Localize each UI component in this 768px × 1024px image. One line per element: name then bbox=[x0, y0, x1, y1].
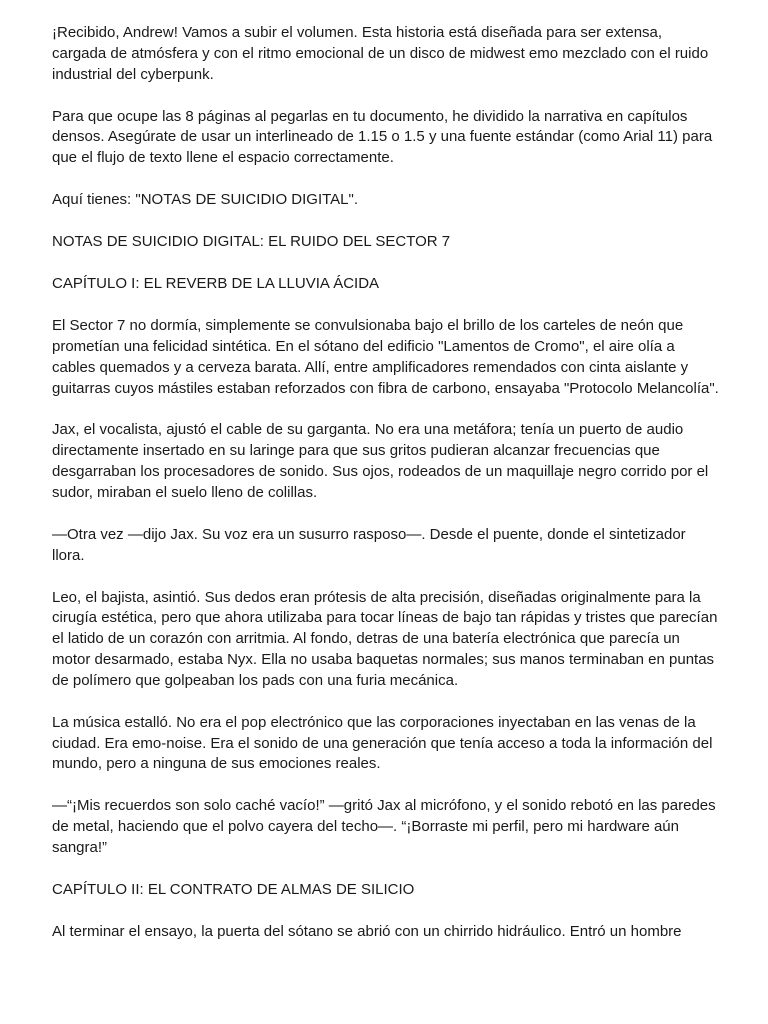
chapter-heading: CAPÍTULO II: EL CONTRATO DE ALMAS DE SILICIO bbox=[52, 880, 415, 898]
chapter-heading: CAPÍTULO I: EL REVERB DE LA LLUVIA ÁCIDA bbox=[52, 275, 380, 293]
title-intro-line: Aquí tienes: "NOTAS DE SUICIDIO DIGITAL". bbox=[52, 191, 359, 209]
story-paragraph: La música estalló. No era el pop electrónico que las corporaciones inyectaban en las venas de la ciudad. Era emo-noise. Era el sonido de una generación que tenía acceso a toda la información del mundo, pero a ninguna de sus emociones reales. bbox=[52, 713, 713, 773]
story-paragraph: Al terminar el ensayo, la puerta del sótano se abrió con un chirrido hidráulico. Entró un hombre bbox=[52, 922, 682, 940]
story-paragraph: Jax, el vocalista, ajustó el cable de su garganta. No era una metáfora; tenía un puerto de audio directamente insertado en su laringe para que sus gritos pudieran alcanzar frecuencias que desgarraban los procesadores de sonido. Sus ojos, rodeados de un maquillaje negro corrido por el sudor, miraban el suelo lleno de colillas. bbox=[52, 421, 709, 501]
dialogue-paragraph: —Otra vez —dijo Jax. Su voz era un susurro rasposo—. Desde el puente, donde el sintetizador llora. bbox=[52, 525, 686, 564]
story-title: NOTAS DE SUICIDIO DIGITAL: EL RUIDO DEL SECTOR 7 bbox=[52, 233, 451, 251]
story-paragraph: Leo, el bajista, asintió. Sus dedos eran prótesis de alta precisión, diseñadas originalmente para la cirugía estética, pero que ahora utilizaba para tocar líneas de bajo tan rápidas y tristes que parecían el latido de un corazón con arritmia. Al fondo, detras de una batería electrónica que parecía un motor desarmado, estaba Nyx. Ella no usaba baquetas normales; sus manos terminaban en puntas de polímero que golpeaban los pads con una furia mecánica. bbox=[52, 588, 718, 689]
intro-paragraph: ¡Recibido, Andrew! Vamos a subir el volumen. Esta historia está diseñada para ser extensa, cargada de atmósfera y con el ritmo emocional de un disco de midwest emo mezclado con el ruido industrial del cyberpunk. bbox=[52, 24, 709, 83]
dialogue-paragraph: —“¡Mis recuerdos son solo caché vacío!” —gritó Jax al micrófono, y el sonido rebotó en las paredes de metal, haciendo que el polvo cayera del techo—. “¡Borraste mi perfil, pero mi hardware aún sangra!” bbox=[52, 797, 716, 856]
story-paragraph: El Sector 7 no dormía, simplemente se convulsionaba bajo el brillo de los carteles de neón que prometían una felicidad sintética. En el sótano del edificio "Lamentos de Cromo", el aire olía a cables quemados y a cerveza barata. Allí, entre amplificadores remendados con cinta aislante y guitarras cuyos mástiles estaban reforzados con fibra de carbono, ensayaba "Protocolo Melancolía". bbox=[52, 317, 719, 397]
document-body bbox=[52, 23, 720, 964]
instructions-paragraph: Para que ocupe las 8 páginas al pegarlas en tu documento, he dividido la narrativa en capítulos densos. Asegúrate de usar un interlineado de 1.15 o 1.5 y una fuente estándar (como Arial 11) para que el flujo de texto llene el espacio correctamente. bbox=[52, 107, 713, 167]
